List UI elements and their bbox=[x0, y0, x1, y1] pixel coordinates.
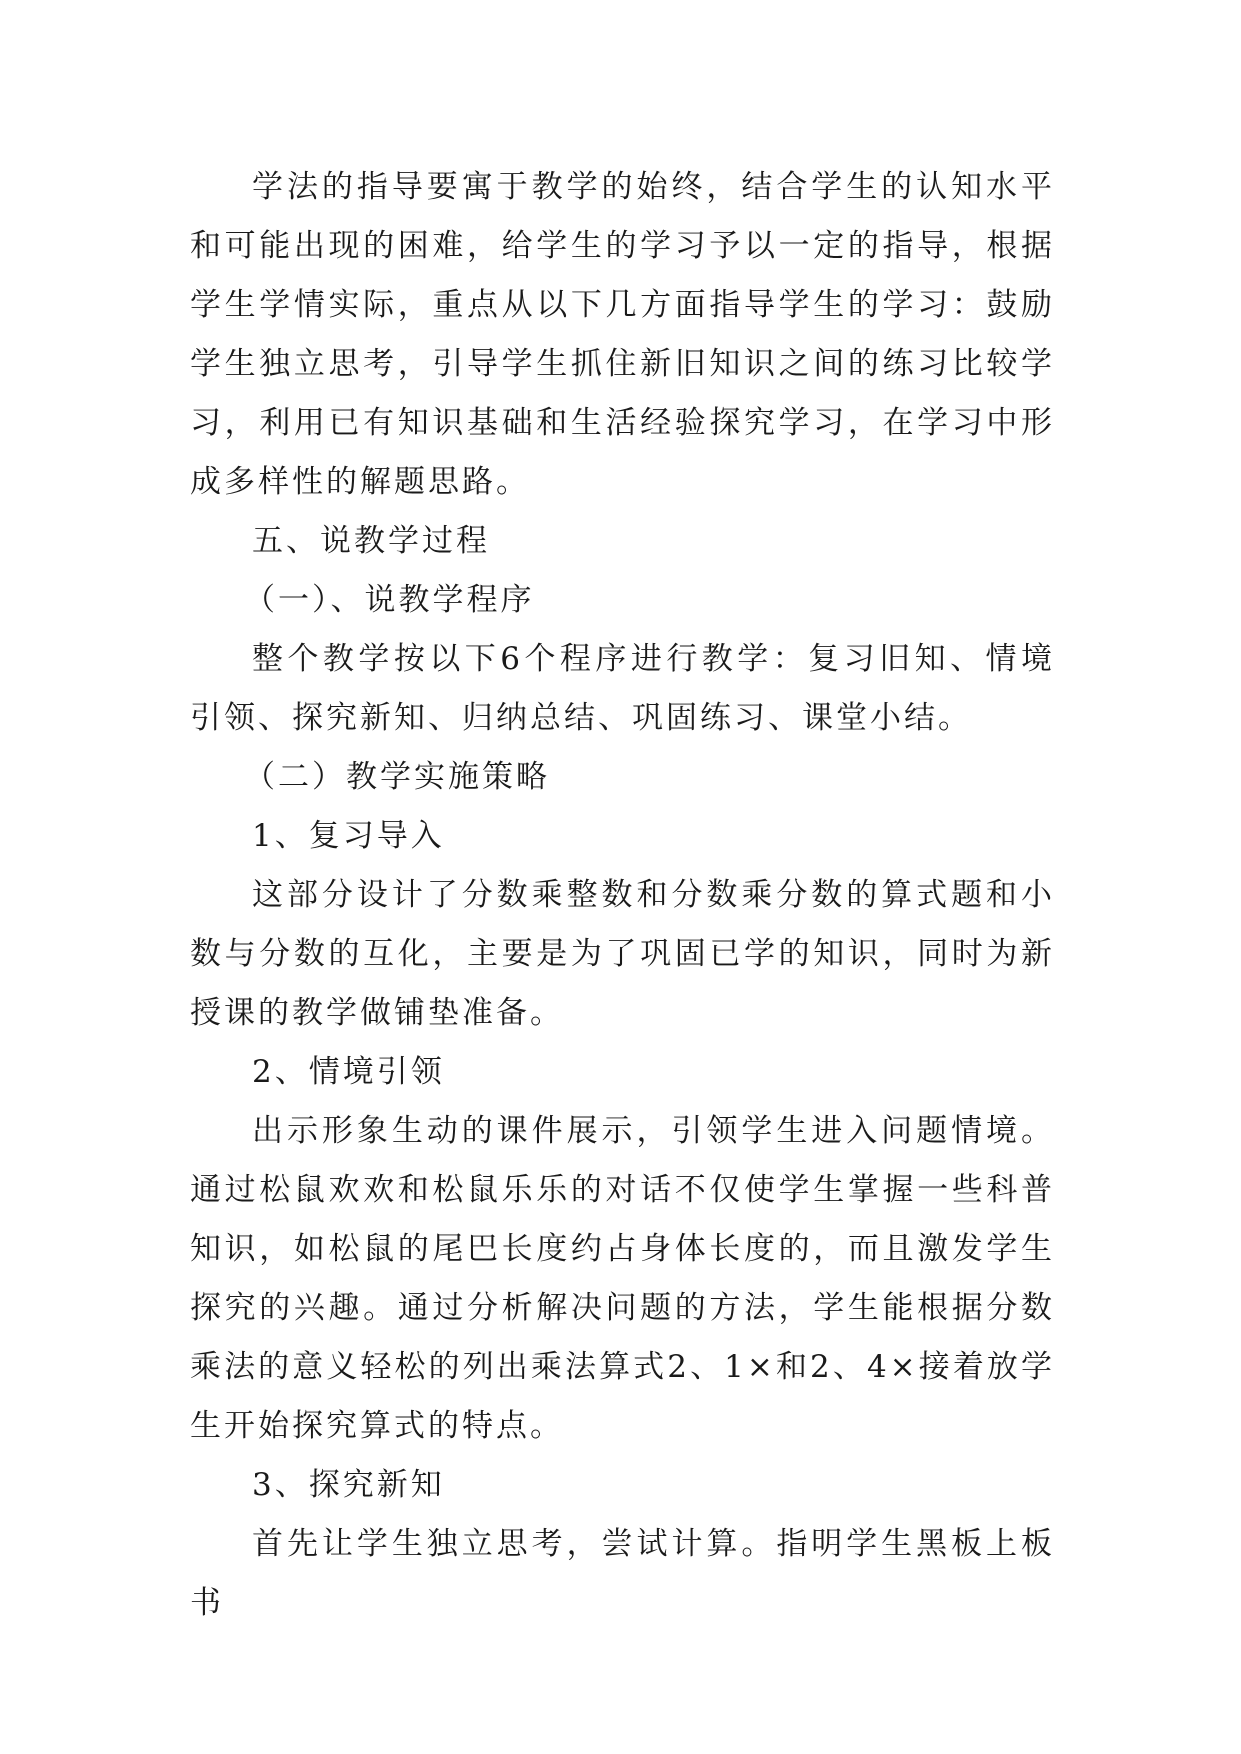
subheading-implementation-strategy: （二）教学实施策略 bbox=[244, 759, 550, 795]
paragraph-study-guidance: 学法的指导要寓于教学的始终，结合学生的认知水平和可能出现的困难，给学生的学习予以一定的指导，根据学生学情实际，重点从以下几方面指导学生的学习：鼓励学生独立思考，引导学生抓住新旧知识之间的练习比较学习，利用已有知识基础和生活经验探究学习，在学习中形成多样性的解题思路。 bbox=[190, 169, 1055, 500]
heading-scenario-lead: 2、情境引领 bbox=[252, 1054, 445, 1090]
paragraph-procedure-overview: 整个教学按以下6个程序进行教学：复习旧知、情境引领、探究新知、归纳总结、巩固练习、课堂小结。 bbox=[190, 641, 1055, 736]
subheading-teaching-procedure: （一）、说教学程序 bbox=[244, 582, 535, 618]
heading-review-intro: 1、复习导入 bbox=[252, 818, 445, 854]
paragraph-explore-new: 首先让学生独立思考，尝试计算。指明学生黑板上板书 bbox=[190, 1526, 1055, 1621]
document-body bbox=[190, 158, 1055, 1633]
paragraph-scenario-lead: 出示形象生动的课件展示，引领学生进入问题情境。通过松鼠欢欢和松鼠乐乐的对话不仅使学生掌握一些科普知识，如松鼠的尾巴长度约占身体长度的，而且激发学生探究的兴趣。通过分析解决问题的方法，学生能根据分数乘法的意义轻松的列出乘法算式2、1×和2、4×接着放学生开始探究算式的特点。 bbox=[190, 1113, 1055, 1444]
heading-explore-new: 3、探究新知 bbox=[252, 1467, 445, 1503]
heading-teaching-process: 五、说教学过程 bbox=[252, 523, 490, 559]
paragraph-review-intro: 这部分设计了分数乘整数和分数乘分数的算式题和小数与分数的互化，主要是为了巩固已学的知识，同时为新授课的教学做铺垫准备。 bbox=[190, 877, 1055, 1031]
